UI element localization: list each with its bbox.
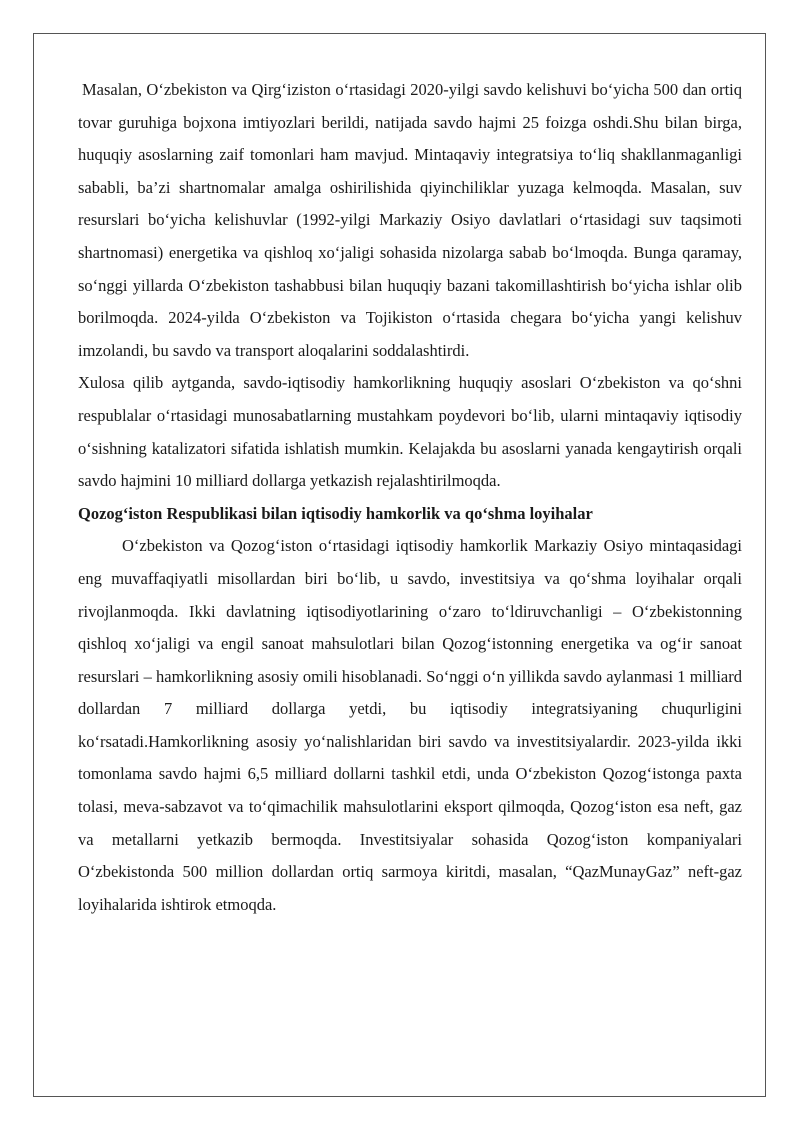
paragraph-kyrgyzstan-trade: Masalan, O‘zbekiston va Qirg‘iziston o‘rtasidagi 2020-yilgi savdo kelishuvi bo‘yicha 500 dan ortiq tovar guruhiga bojxona imtiyozlari berildi, natijada savdo hajmi 25 foizga oshdi.Shu bilan birga, huquqiy asoslarning zaif tomonlari ham mavjud. Mintaqaviy integratsiya to‘liq shakllanmaganligi sababli, ba’zi shartnomalar amalga oshirilishida qiyinchiliklar yuzaga kelmoqda. Masalan, suv resurslari bo‘yicha kelishuvlar (1992-yilgi Markaziy Osiyo davlatlari o‘rtasidagi suv taqsimoti shartnomasi) energetika va qishloq xo‘jaligi sohasida nizolarga sabab bo‘lmoqda. Bunga qaramay, so‘nggi yillarda O‘zbekiston tashabbusi bilan huquqiy bazani takomillashtirish bo‘yicha ishlar olib borilmoqda. 2024-yilda O‘zbekiston va Tojikiston o‘rtasida chegara bo‘yicha yangi kelishuv imzolandi, bu savdo va transport aloqalarini soddalashtirdi.	[78, 80, 742, 360]
paragraph-kazakhstan-cooperation: O‘zbekiston va Qozog‘iston o‘rtasidagi iqtisodiy hamkorlik Markaziy Osiyo mintaqasidagi eng muvaffaqiyatli misollardan biri bo‘lib, u savdo, investitsiya va qo‘shma loyihalar orqali rivojlanmoqda. Ikki davlatning iqtisodiyotlarining o‘zaro to‘ldiruvchanligi – O‘zbekistonning qishloq xo‘jaligi va engil sanoat mahsulotlari bilan Qozog‘istonning energetika va og‘ir sanoat resurslari – hamkorlikning asosiy omili hisoblanadi. So‘nggi o‘n yillikda savdo aylanmasi 1 milliard dollardan 7 milliard dollarga yetdi, bu iqtisodiy integratsiyaning chuqurligini ko‘rsatadi.Hamkorlikning asosiy yo‘nalishlaridan biri savdo va investitsiyalardir. 2023-yilda ikki tomonlama savdo hajmi 6,5 milliard dollarni tashkil etdi, unda O‘zbekiston Qozog‘istonga paxta tolasi, meva-sabzavot va to‘qimachilik mahsulotlarini eksport qilmoqda, Qozog‘iston esa neft, gaz va metallarni yetkazib bermoqda. Investitsiyalar sohasida Qozog‘iston kompaniyalari O‘zbekistonda 500 million dollardan ortiq sarmoya kiritdi, masalan, “QazMunayGaz” neft-gaz loyihalarida ishtirok etmoqda.	[78, 536, 742, 914]
paragraph-conclusion: Xulosa qilib aytganda, savdo-iqtisodiy hamkorlikning huquqiy asoslari O‘zbekiston va qo‘shni respublalar o‘rtasidagi munosabatlarning mustahkam poydevori bo‘lib, ularni mintaqaviy iqtisodiy o‘sishning katalizatori sifatida ishlatish mumkin. Kelajakda bu asoslarni yanada kengaytirish orqali savdo hajmini 10 milliard dollarga yetkazish rejalashtirilmoqda.	[78, 373, 742, 491]
section-heading: Qozog‘iston Respublikasi bilan iqtisodiy hamkorlik va qo‘shma loyihalar	[78, 503, 593, 523]
document-body	[78, 74, 742, 921]
